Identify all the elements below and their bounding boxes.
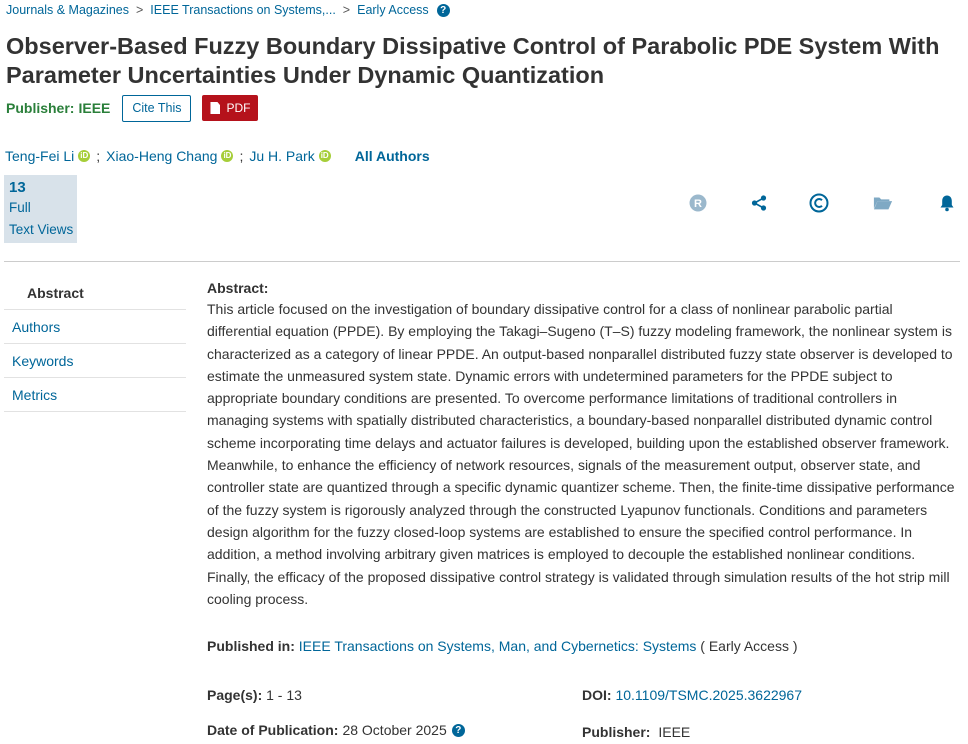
- views-label-line1: Full: [9, 200, 31, 215]
- nav-keywords[interactable]: Keywords: [4, 344, 186, 378]
- breadcrumb-journal-name[interactable]: IEEE Transactions on Systems,...: [150, 3, 336, 17]
- breadcrumb-separator: >: [342, 3, 351, 17]
- pages-value: 1 - 13: [266, 687, 302, 703]
- rights-icon[interactable]: [688, 193, 708, 213]
- copyright-icon[interactable]: [809, 193, 829, 213]
- share-icon[interactable]: [749, 193, 769, 213]
- date-value: 28 October 2025: [342, 722, 447, 738]
- published-in: [207, 638, 798, 654]
- nav-abstract[interactable]: Abstract: [4, 276, 186, 310]
- author-link[interactable]: Ju H. Park: [249, 148, 315, 164]
- publisher-name: IEEE: [78, 100, 111, 116]
- published-in-label: Published in:: [207, 638, 295, 654]
- views-count: 13: [9, 179, 26, 196]
- pdf-button[interactable]: [202, 95, 258, 121]
- nav-metrics[interactable]: Metrics: [4, 378, 186, 412]
- author-link[interactable]: Xiao-Heng Chang: [106, 148, 218, 164]
- views-label-line2: Text Views: [9, 222, 74, 237]
- cite-this-button[interactable]: Cite This: [122, 95, 191, 122]
- breadcrumb-separator: >: [135, 3, 144, 17]
- pdf-icon: [210, 102, 220, 114]
- author-list: [5, 148, 430, 164]
- pages-info: [207, 687, 302, 703]
- all-authors-link[interactable]: All Authors: [354, 148, 430, 164]
- doi-info: [582, 687, 802, 703]
- page-title: Observer-Based Fuzzy Boundary Dissipative Control of Parabolic PDE System With Parameter Uncertainties Under Dynamic Quantization: [6, 33, 940, 88]
- help-icon[interactable]: ?: [437, 4, 450, 17]
- breadcrumb-journals[interactable]: Journals & Magazines: [6, 3, 129, 17]
- abstract-section: [207, 280, 957, 610]
- doi-label: DOI:: [582, 687, 612, 703]
- nav-authors[interactable]: Authors: [4, 310, 186, 344]
- full-text-views-box[interactable]: [4, 175, 77, 243]
- section-divider: [4, 261, 960, 262]
- publication-status: ( Early Access ): [700, 638, 798, 654]
- pdf-button-label: PDF: [226, 101, 251, 115]
- author-separator: ;: [239, 148, 244, 164]
- folder-icon[interactable]: [873, 193, 893, 213]
- publisher-label: Publisher:: [6, 100, 75, 116]
- alert-bell-icon[interactable]: [937, 193, 957, 213]
- orcid-icon[interactable]: iD: [223, 151, 232, 160]
- publisher-info: [582, 724, 690, 740]
- publisher-detail-value: IEEE: [658, 724, 691, 740]
- publication-date-info: [207, 722, 465, 738]
- orcid-icon[interactable]: iD: [80, 151, 89, 160]
- publisher-detail-label: Publisher:: [582, 724, 651, 740]
- journal-link[interactable]: IEEE Transactions on Systems, Man, and Cybernetics: Systems: [298, 638, 697, 654]
- author-link[interactable]: Teng-Fei Li: [5, 148, 75, 164]
- breadcrumb: [6, 3, 450, 17]
- author-separator: ;: [96, 148, 101, 164]
- doi-link[interactable]: 10.1109/TSMC.2025.3622967: [615, 687, 802, 703]
- abstract-text: This article focused on the investigation of boundary dissipative control for a class of nonlinear parabolic partial differential equation (PPDE). By employing the Takagi–Sugeno (T–S) fuzzy modeling framework, the nonlinear system is characterized as a category of linear PPDE. An output-based nonparallel distributed fuzzy state observer is developed to estimate the unmeasured system state. Dynamic errors with undetermined parameters for the PPDE subject to appropriate boundary conditions are presented. To overcome performance limitations of traditional controllers in managing systems with spatially distributed characteristics, a boundary-based nonparallel distributed dynamic control scheme incorporating time delays and actuator failures is developed, building upon the established observer framework. Meanwhile, to enhance the efficiency of network resources, signals of the measurement output, observer state, and controller state are quantized through a specific dynamic quantizer scheme. Then, the finite-time dissipative performance of the fuzzy system is rigorously analyzed through the constructed Lyapunov functionals. Conditions and parameters design algorithm for the fuzzy closed-loop systems are established to ensure the specified control performance. In addition, a method involving arbitrary given matrices is employed to decouple the established nonlinear conditions. Finally, the efficacy of the proposed dissipative control strategy is validated through simulation results of the hot strip mill cooling process.: [207, 301, 955, 607]
- date-label: Date of Publication:: [207, 722, 339, 738]
- section-nav: [4, 276, 186, 412]
- publisher-row: [6, 94, 258, 122]
- abstract-heading: Abstract:: [207, 280, 269, 296]
- pages-label: Page(s):: [207, 687, 263, 703]
- help-icon[interactable]: ?: [452, 724, 465, 737]
- breadcrumb-early-access[interactable]: Early Access: [357, 3, 429, 17]
- svg-text:R: R: [694, 198, 702, 210]
- orcid-icon[interactable]: iD: [320, 151, 329, 160]
